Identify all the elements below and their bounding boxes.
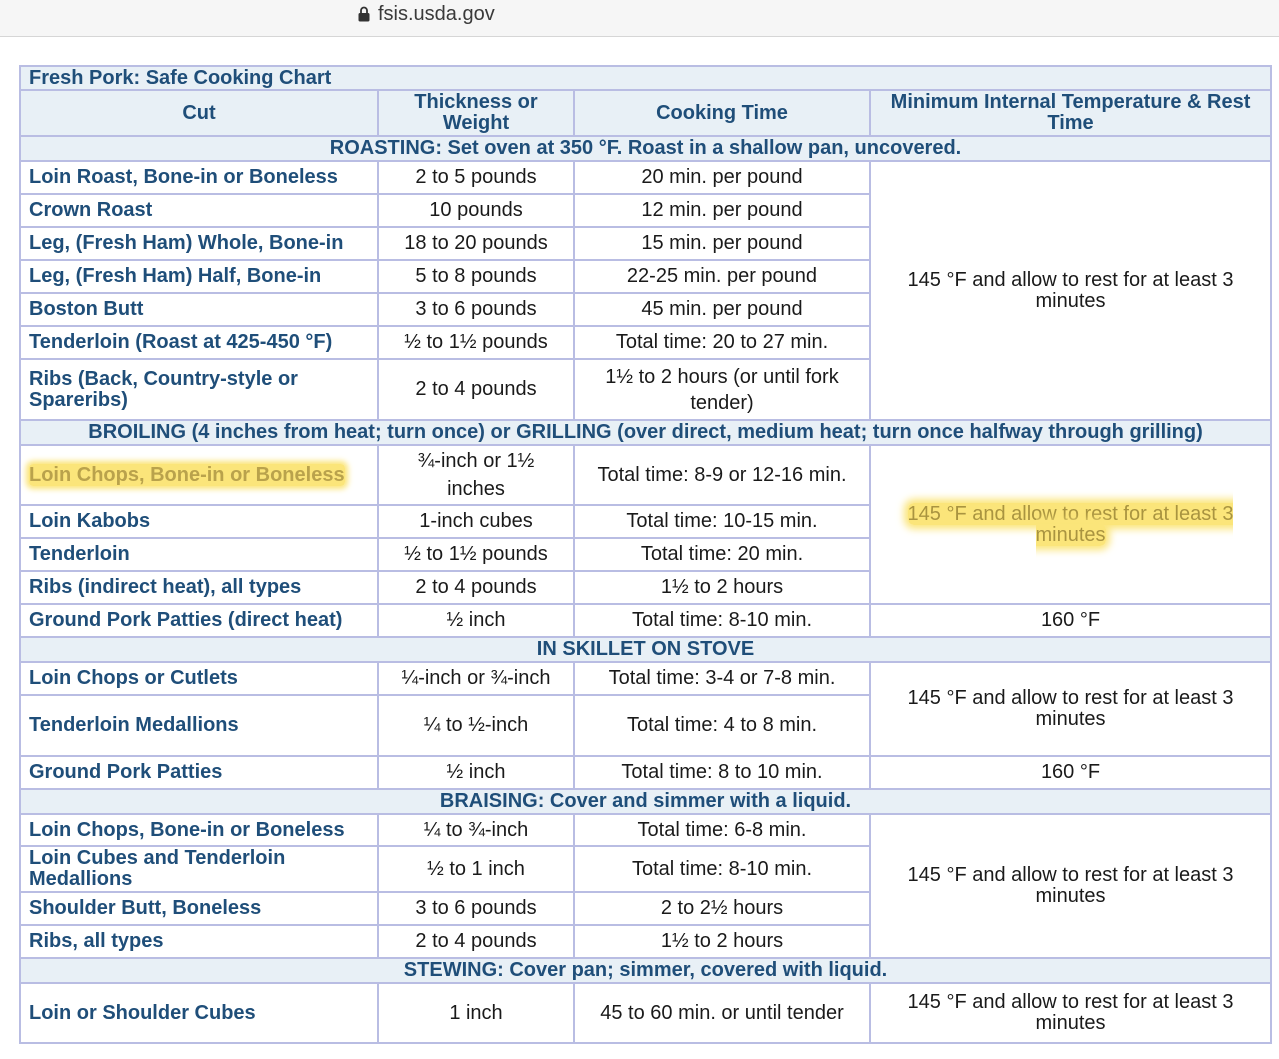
column-header-thickness: Thickness or Weight — [378, 90, 574, 136]
section-heading-braising — [20, 789, 1271, 814]
cut-name: Leg, (Fresh Ham) Whole, Bone-in — [20, 227, 378, 260]
thickness-value: ¼-inch or ¾-inch — [378, 662, 574, 695]
table-row — [20, 445, 1271, 505]
cut-name: Crown Roast — [20, 194, 378, 227]
cut-name: Ground Pork Patties — [20, 756, 378, 789]
cut-name: Tenderloin Medallions — [20, 695, 378, 756]
cut-name: Loin Roast, Bone-in or Boneless — [20, 161, 378, 194]
cooking-time-value: Total time: 10-15 min. — [574, 505, 870, 538]
min-temp-value: 160 °F — [870, 756, 1271, 789]
thickness-value: ½ to 1½ pounds — [378, 326, 574, 359]
cut-name: Shoulder Butt, Boneless — [20, 892, 378, 925]
cut-name: Tenderloin — [20, 538, 378, 571]
table-row — [20, 604, 1271, 637]
thickness-value: ¼ to ¾-inch — [378, 814, 574, 846]
table-row — [20, 756, 1271, 789]
table-row — [20, 161, 1271, 194]
cooking-time-value: Total time: 20 min. — [574, 538, 870, 571]
thickness-value: 2 to 4 pounds — [378, 359, 574, 420]
cooking-time-value: Total time: 8-10 min. — [574, 846, 870, 892]
cooking-time-value: Total time: 3-4 or 7-8 min. — [574, 662, 870, 695]
thickness-value: ½ to 1 inch — [378, 846, 574, 892]
column-header-min-temp: Minimum Internal Temperature & Rest Time — [870, 90, 1271, 136]
cut-name: Loin Cubes and Tenderloin Medallions — [20, 846, 378, 892]
cut-name: Leg, (Fresh Ham) Half, Bone-in — [20, 260, 378, 293]
section-heading-roasting — [20, 136, 1271, 161]
thickness-value: ½ to 1½ pounds — [378, 538, 574, 571]
cut-name: Ribs (indirect heat), all types — [20, 571, 378, 604]
section-heading-stewing — [20, 958, 1271, 983]
cooking-time-value: 22-25 min. per pound — [574, 260, 870, 293]
cooking-time-value: Total time: 6-8 min. — [574, 814, 870, 846]
thickness-value: 1-inch cubes — [378, 505, 574, 538]
cooking-time-value: 1½ to 2 hours — [574, 925, 870, 958]
cut-name: Ground Pork Patties (direct heat) — [20, 604, 378, 637]
cut-name: Loin or Shoulder Cubes — [20, 983, 378, 1043]
cut-name: Loin Chops or Cutlets — [20, 662, 378, 695]
min-temp-value: 160 °F — [870, 604, 1271, 637]
min-temp-value: 145 °F and allow to rest for at least 3 minutes — [870, 662, 1271, 756]
thickness-value: 5 to 8 pounds — [378, 260, 574, 293]
thickness-value: ¾-inch or 1½ inches — [378, 445, 574, 505]
lock-icon — [358, 6, 370, 22]
thickness-value: 2 to 5 pounds — [378, 161, 574, 194]
section-heading: BROILING (4 inches from heat; turn once) or GRILLING (over direct, medium heat; turn once halfway through grilling) — [20, 420, 1271, 445]
cooking-time-value: Total time: 8-10 min. — [574, 604, 870, 637]
table-row — [20, 814, 1271, 846]
table-row — [20, 983, 1271, 1043]
cooking-time-value: 2 to 2½ hours — [574, 892, 870, 925]
min-temp-value: 145 °F and allow to rest for at least 3 minutes — [870, 983, 1271, 1043]
table-row — [20, 662, 1271, 695]
section-heading-broiling — [20, 420, 1271, 445]
section-heading: STEWING: Cover pan; simmer, covered with liquid. — [20, 958, 1271, 983]
cooking-time-value: 20 min. per pound — [574, 161, 870, 194]
min-temp-value — [870, 445, 1271, 604]
highlighted-min-temp: 145 °F and allow to rest for at least 3 minutes — [907, 502, 1234, 546]
cooking-time-value: 1½ to 2 hours — [574, 571, 870, 604]
cooking-time-value: 15 min. per pound — [574, 227, 870, 260]
pork-cooking-chart — [19, 65, 1272, 1044]
cooking-time-value: 1½ to 2 hours (or until fork tender) — [574, 359, 870, 420]
chart-title: Fresh Pork: Safe Cooking Chart — [20, 66, 1271, 90]
cooking-time-value: 45 min. per pound — [574, 293, 870, 326]
chart-title-row — [20, 66, 1271, 90]
thickness-value: ¼ to ½-inch — [378, 695, 574, 756]
thickness-value: 3 to 6 pounds — [378, 892, 574, 925]
section-heading-skillet — [20, 637, 1271, 662]
cut-name — [20, 445, 378, 505]
thickness-value: ½ inch — [378, 604, 574, 637]
column-header-row — [20, 90, 1271, 136]
thickness-value: 2 to 4 pounds — [378, 571, 574, 604]
url-display[interactable] — [358, 2, 495, 26]
thickness-value: 1 inch — [378, 983, 574, 1043]
highlighted-cut-name: Loin Chops, Bone-in or Boneless — [29, 463, 345, 486]
thickness-value: 3 to 6 pounds — [378, 293, 574, 326]
thickness-value: 2 to 4 pounds — [378, 925, 574, 958]
browser-address-bar[interactable] — [0, 0, 1279, 37]
thickness-value: ½ inch — [378, 756, 574, 789]
cooking-time-value: Total time: 8-9 or 12-16 min. — [574, 445, 870, 505]
cut-name: Loin Kabobs — [20, 505, 378, 538]
cooking-time-value: Total time: 8 to 10 min. — [574, 756, 870, 789]
column-header-cut: Cut — [20, 90, 378, 136]
section-heading: IN SKILLET ON STOVE — [20, 637, 1271, 662]
cooking-time-value: 45 to 60 min. or until tender — [574, 983, 870, 1043]
url-text: fsis.usda.gov — [378, 2, 495, 25]
cut-name: Boston Butt — [20, 293, 378, 326]
thickness-value: 10 pounds — [378, 194, 574, 227]
page-content — [0, 37, 1279, 1059]
cooking-time-value: 12 min. per pound — [574, 194, 870, 227]
cut-name: Tenderloin (Roast at 425-450 °F) — [20, 326, 378, 359]
cut-name: Loin Chops, Bone-in or Boneless — [20, 814, 378, 846]
cooking-time-value: Total time: 20 to 27 min. — [574, 326, 870, 359]
cooking-time-value: Total time: 4 to 8 min. — [574, 695, 870, 756]
thickness-value: 18 to 20 pounds — [378, 227, 574, 260]
min-temp-value: 145 °F and allow to rest for at least 3 minutes — [870, 814, 1271, 958]
column-header-cooking-time: Cooking Time — [574, 90, 870, 136]
section-heading: ROASTING: Set oven at 350 °F. Roast in a shallow pan, uncovered. — [20, 136, 1271, 161]
min-temp-value: 145 °F and allow to rest for at least 3 minutes — [870, 161, 1271, 420]
cut-name: Ribs (Back, Country-style or Spareribs) — [20, 359, 378, 420]
section-heading: BRAISING: Cover and simmer with a liquid. — [20, 789, 1271, 814]
cut-name: Ribs, all types — [20, 925, 378, 958]
